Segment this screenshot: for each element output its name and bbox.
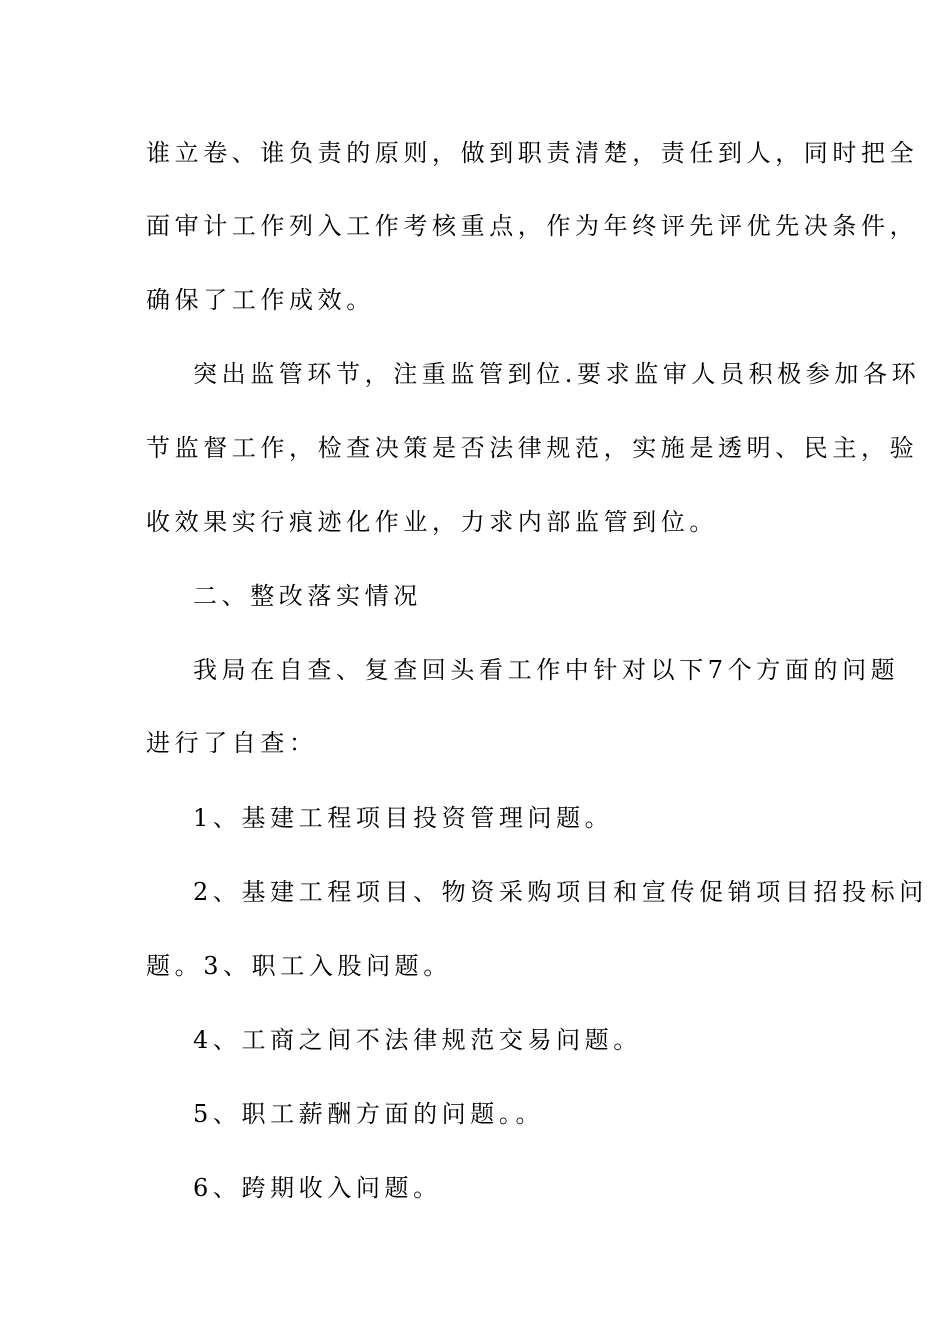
paragraph-line-1: 谁立卷、谁负责的原则，做到职责清楚，责任到人，同时把全 xyxy=(146,139,919,167)
paragraph-line-9: 进行了自查： xyxy=(146,729,318,757)
paragraph-line-5: 节监督工作，检查决策是否法律规范，实施是透明、民主，验 xyxy=(146,434,919,462)
list-item-2: 2、基建工程项目、物资采购项目和宣传促销项目招投标问 xyxy=(193,878,928,906)
list-item-5: 5、职工薪酬方面的问题。。 xyxy=(193,1100,545,1128)
paragraph-line-2: 面审计工作列入工作考核重点，作为年终评先评优先决条件， xyxy=(146,212,919,240)
list-item-6: 6、跨期收入问题。 xyxy=(193,1174,442,1202)
paragraph-line-8: 我局在自查、复查回头看工作中针对以下7个方面的问题 xyxy=(193,656,900,684)
paragraph-line-4: 突出监管环节，注重监管到位.要求监审人员积极参加各环 xyxy=(193,360,921,388)
list-item-1: 1、基建工程项目投资管理问题。 xyxy=(193,804,614,832)
paragraph-line-6: 收效果实行痕迹化作业，力求内部监管到位。 xyxy=(146,508,718,536)
paragraph-line-3: 确保了工作成效。 xyxy=(146,286,375,314)
list-item-2-continued: 题。3、职工入股问题。 xyxy=(146,952,452,980)
section-heading: 二、整改落实情况 xyxy=(193,582,422,610)
list-item-4: 4、工商之间不法律规范交易问题。 xyxy=(193,1026,642,1054)
